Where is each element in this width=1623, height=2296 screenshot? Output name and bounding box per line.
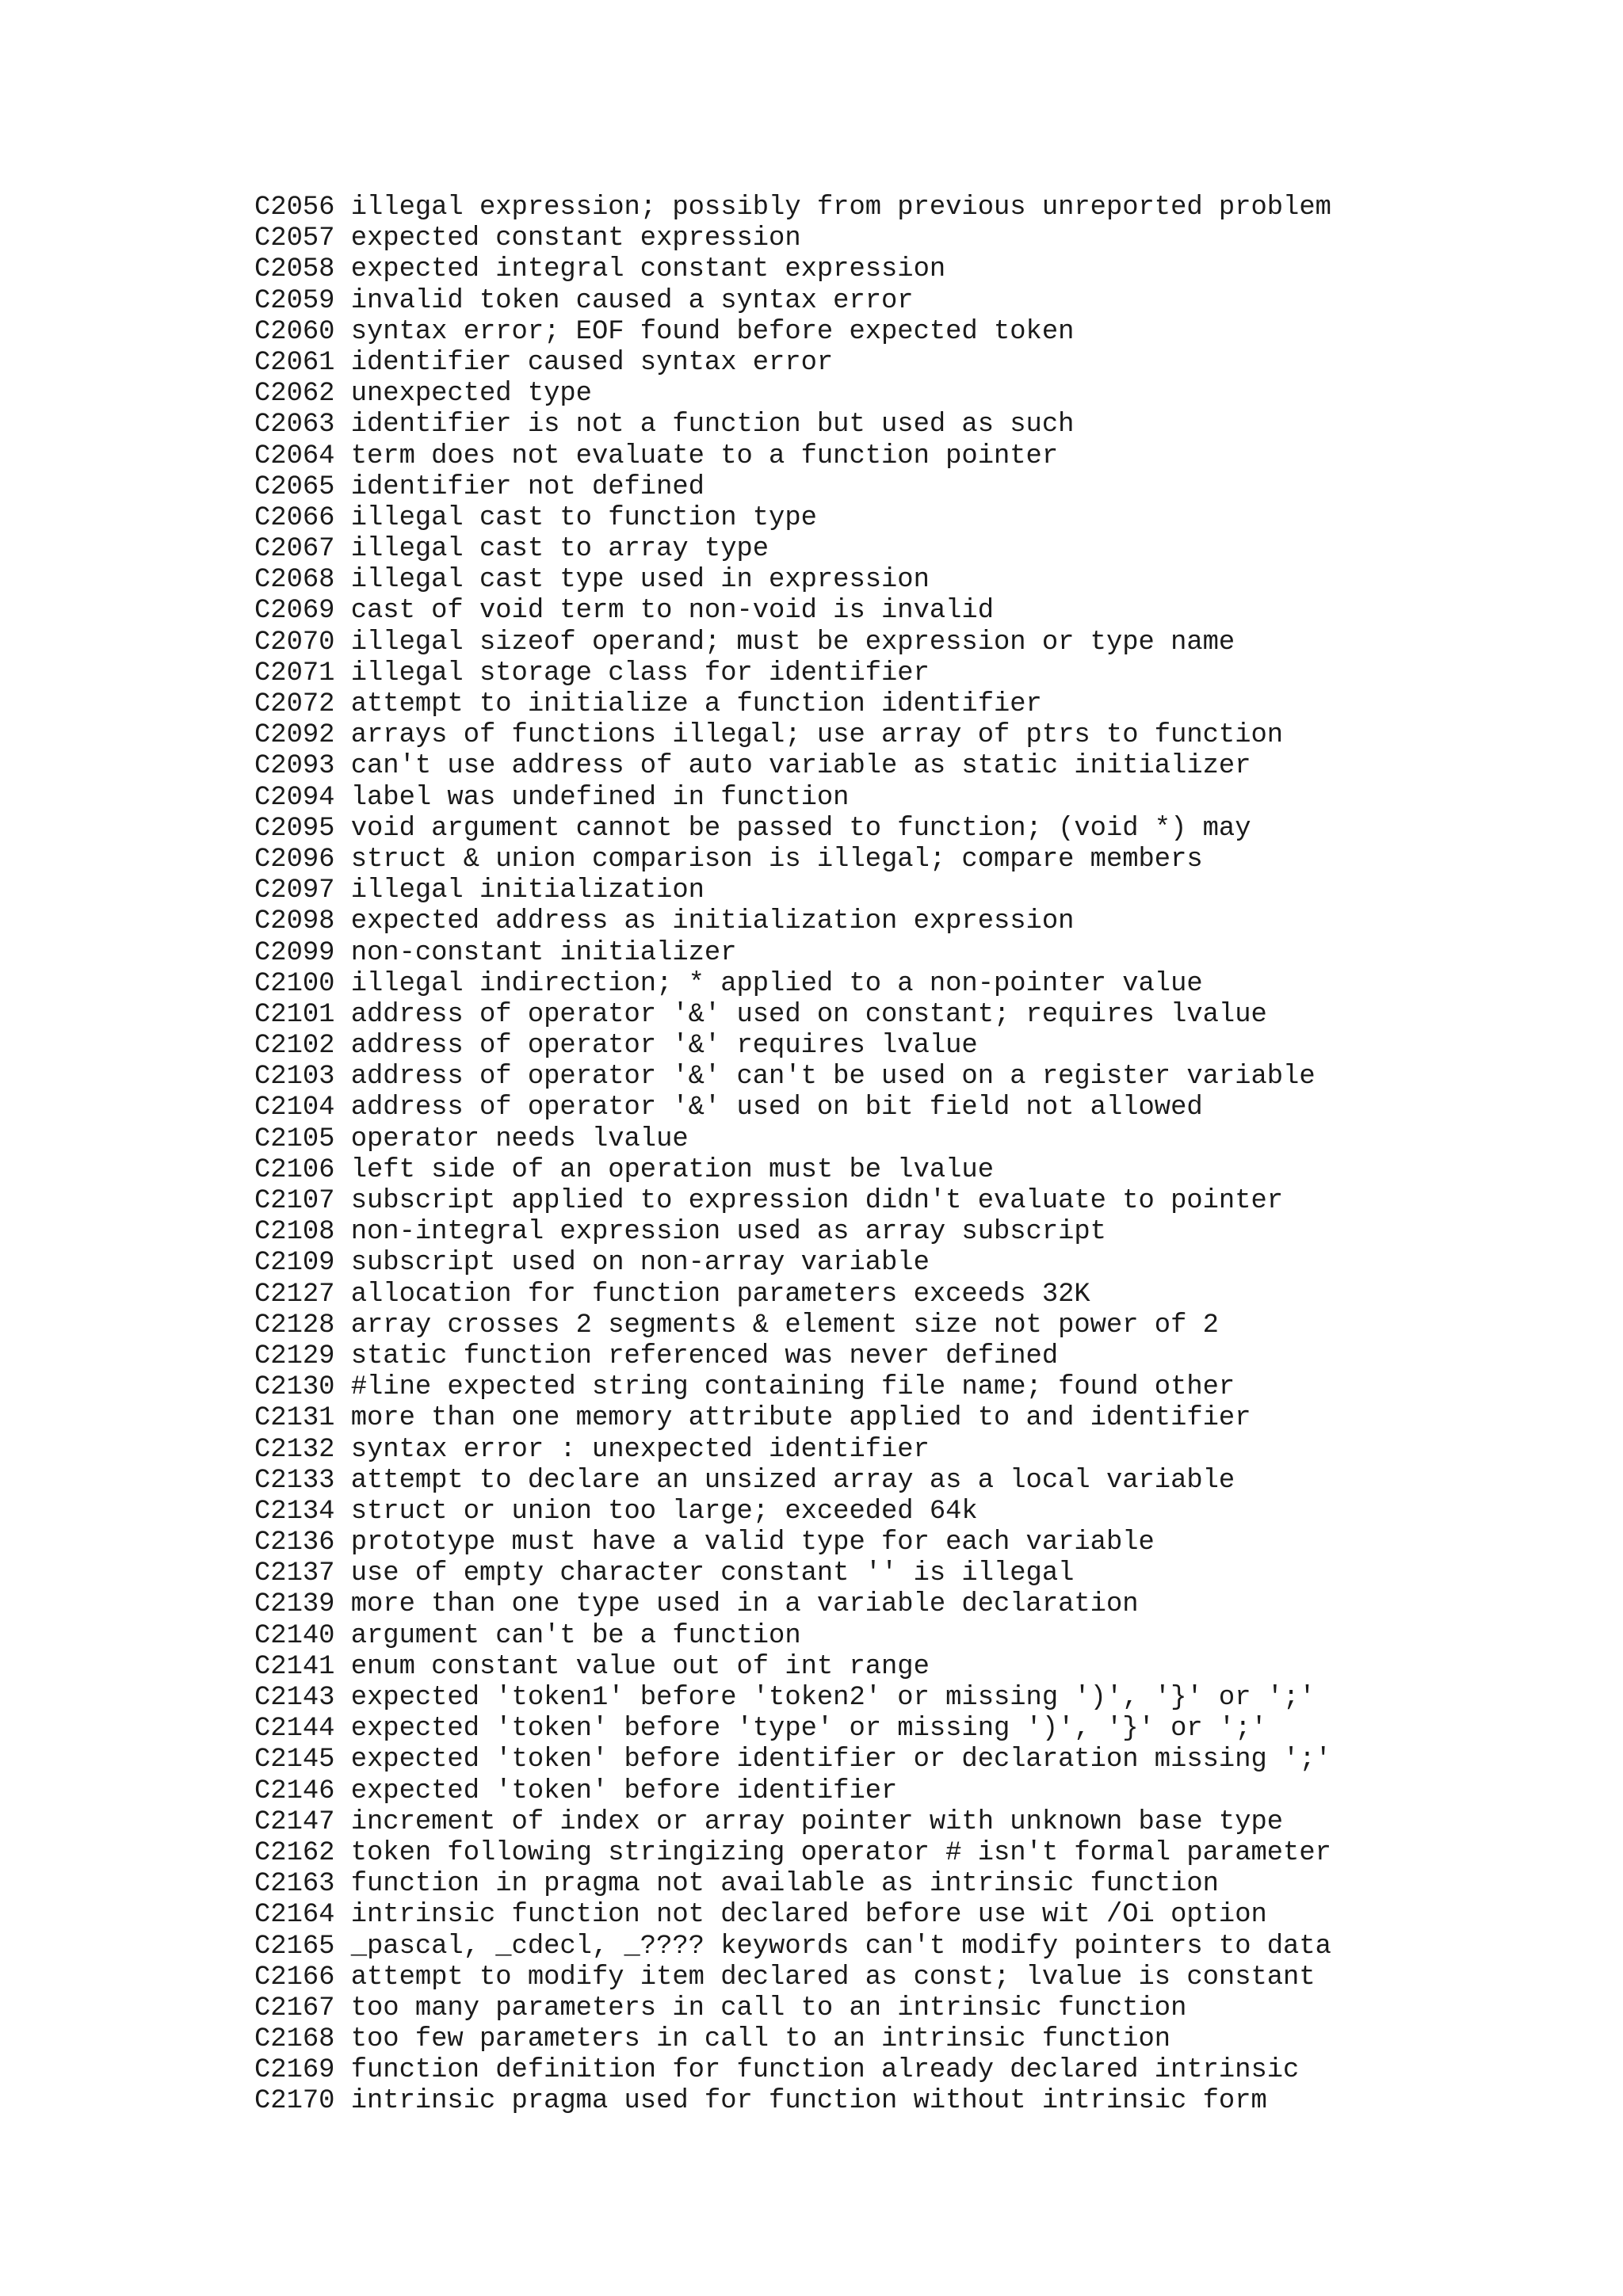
list-item <box>254 1993 1331 2024</box>
error-code: C2128 <box>254 1310 335 1341</box>
error-code-list <box>254 193 1331 2118</box>
list-item <box>254 720 1331 751</box>
list-item <box>254 193 1331 223</box>
error-code: C2143 <box>254 1683 335 1713</box>
error-code: C2163 <box>254 1869 335 1900</box>
error-description: enum constant value out of int range <box>350 1651 930 1682</box>
error-code: C2058 <box>254 254 335 285</box>
error-description: array crosses 2 segments & element size not power of 2 <box>350 1310 1219 1341</box>
error-description: identifier caused syntax error <box>350 347 834 378</box>
error-code: C2132 <box>254 1434 335 1465</box>
list-item <box>254 1838 1331 1869</box>
list-item <box>254 845 1331 875</box>
list-item <box>254 1683 1331 1714</box>
error-code: C2056 <box>254 193 335 223</box>
error-description: term does not evaluate to a function pointer <box>350 441 1059 471</box>
error-code: C2098 <box>254 906 335 937</box>
error-description: expected address as initialization expression <box>350 906 1075 937</box>
list-item <box>254 1714 1331 1745</box>
error-code: C2065 <box>254 471 335 502</box>
list-item <box>254 2024 1331 2055</box>
list-item <box>254 875 1331 906</box>
error-code: C2136 <box>254 1527 335 1558</box>
error-description: function in pragma not available as intrinsic function <box>350 1869 1219 1900</box>
error-description: illegal indirection; * applied to a non-pointer value <box>350 968 1203 999</box>
error-code: C2133 <box>254 1465 335 1496</box>
list-item <box>254 2055 1331 2086</box>
list-item <box>254 410 1331 441</box>
error-code: C2096 <box>254 844 335 875</box>
error-code: C2071 <box>254 658 335 688</box>
error-description: illegal sizeof operand; must be expression or type name <box>350 627 1235 658</box>
error-description: prototype must have a valid type for each variable <box>350 1527 1155 1558</box>
error-description: expected 'token' before identifier <box>350 1775 898 1806</box>
list-item <box>254 1403 1331 1434</box>
list-item <box>254 1435 1331 1466</box>
error-code: C2108 <box>254 1217 335 1248</box>
error-code: C2141 <box>254 1651 335 1682</box>
error-description: function definition for function already declared intrinsic <box>350 2055 1300 2086</box>
list-item <box>254 348 1331 379</box>
error-description: label was undefined in function <box>350 782 850 813</box>
list-item <box>254 1527 1331 1558</box>
error-description: expected 'token1' before 'token2' or missing ')', '}' or ';' <box>350 1683 1316 1713</box>
error-description: illegal storage class for identifier <box>350 658 930 688</box>
error-description: illegal cast type used in expression <box>350 565 930 596</box>
error-code: C2165 <box>254 1931 335 1962</box>
error-description: non-integral expression used as array subscript <box>350 1217 1106 1248</box>
error-description: unexpected type <box>350 379 592 410</box>
error-description: argument can't be a function <box>350 1620 801 1651</box>
error-description: too many parameters in call to an intrinsic function <box>350 1993 1187 2023</box>
error-description: illegal expression; possibly from previous unreported problem <box>350 193 1331 223</box>
list-item <box>254 1466 1331 1497</box>
error-code: C2072 <box>254 689 335 719</box>
error-code: C2139 <box>254 1589 335 1620</box>
error-code: C2166 <box>254 1962 335 1993</box>
error-description: more than one memory attribute applied to and identifier <box>350 1403 1251 1434</box>
list-item <box>254 379 1331 410</box>
error-description: increment of index or array pointer with unknown base type <box>350 1806 1284 1837</box>
error-description: left side of an operation must be lvalue <box>350 1154 994 1185</box>
list-item <box>254 254 1331 285</box>
list-item <box>254 441 1331 472</box>
list-item <box>254 814 1331 845</box>
list-item <box>254 1962 1331 1993</box>
error-code: C2059 <box>254 285 335 316</box>
error-description: syntax error : unexpected identifier <box>350 1434 930 1465</box>
error-code: C2095 <box>254 813 335 844</box>
error-description: address of operator '&' requires lvalue <box>350 1031 978 1062</box>
list-item <box>254 938 1331 969</box>
error-description: illegal cast to function type <box>350 502 817 533</box>
error-code: C2057 <box>254 223 335 254</box>
error-description: address of operator '&' can't be used on a register variable <box>350 1062 1316 1093</box>
error-code: C2134 <box>254 1496 335 1527</box>
list-item <box>254 1280 1331 1310</box>
error-description: cast of void term to non-void is invalid <box>350 596 994 627</box>
error-code: C2129 <box>254 1341 335 1371</box>
error-code: C2147 <box>254 1806 335 1837</box>
error-code: C2093 <box>254 751 335 782</box>
list-item <box>254 1000 1331 1031</box>
list-item <box>254 1776 1331 1807</box>
error-code: C2092 <box>254 720 335 751</box>
error-description: intrinsic pragma used for function without intrinsic form <box>350 2086 1267 2117</box>
error-description: _pascal, _cdecl, _???? keywords can't modify pointers to data <box>350 1931 1331 1962</box>
list-item <box>254 1093 1331 1123</box>
list-item <box>254 1900 1331 1931</box>
error-description: attempt to declare an unsized array as a local variable <box>350 1465 1235 1496</box>
list-item <box>254 1155 1331 1186</box>
list-item <box>254 906 1331 937</box>
error-code: C2069 <box>254 596 335 627</box>
error-code: C2104 <box>254 1093 335 1123</box>
list-item <box>254 658 1331 689</box>
error-code: C2145 <box>254 1745 335 1775</box>
error-code: C2094 <box>254 782 335 813</box>
list-item <box>254 627 1331 658</box>
error-description: illegal cast to array type <box>350 534 769 565</box>
error-description: use of empty character constant '' is illegal <box>350 1558 1075 1589</box>
error-description: attempt to initialize a function identifier <box>350 689 1042 719</box>
error-code: C2062 <box>254 379 335 410</box>
error-code: C2067 <box>254 534 335 565</box>
error-code: C2070 <box>254 627 335 658</box>
list-item <box>254 1932 1331 1962</box>
error-code: C2064 <box>254 441 335 471</box>
error-description: expected integral constant expression <box>350 254 946 285</box>
list-item <box>254 1062 1331 1093</box>
error-code: C2097 <box>254 875 335 906</box>
error-code: C2101 <box>254 999 335 1030</box>
error-description: struct & union comparison is illegal; compare members <box>350 844 1203 875</box>
list-item <box>254 1341 1331 1372</box>
error-code: C2109 <box>254 1248 335 1279</box>
list-item <box>254 503 1331 534</box>
error-code: C2167 <box>254 1993 335 2023</box>
list-item <box>254 1807 1331 1838</box>
error-description: operator needs lvalue <box>350 1123 689 1154</box>
error-code: C2130 <box>254 1372 335 1403</box>
error-description: illegal initialization <box>350 875 705 906</box>
list-item <box>254 1589 1331 1620</box>
error-code: C2068 <box>254 565 335 596</box>
error-code: C2170 <box>254 2086 335 2117</box>
error-code: C2137 <box>254 1558 335 1589</box>
error-code: C2169 <box>254 2055 335 2086</box>
list-item <box>254 223 1331 254</box>
list-item <box>254 1869 1331 1900</box>
error-description: expected constant expression <box>350 223 801 254</box>
error-description: allocation for function parameters exceeds 32K <box>350 1279 1090 1310</box>
list-item <box>254 1310 1331 1341</box>
list-item <box>254 1217 1331 1248</box>
list-item <box>254 565 1331 596</box>
list-item <box>254 2086 1331 2117</box>
error-description: expected 'token' before identifier or declaration missing ';' <box>350 1745 1331 1775</box>
error-code: C2131 <box>254 1403 335 1434</box>
list-item <box>254 317 1331 348</box>
list-item <box>254 1621 1331 1652</box>
error-code: C2168 <box>254 2024 335 2055</box>
list-item <box>254 1558 1331 1589</box>
error-description: non-constant initializer <box>350 937 737 968</box>
error-code: C2102 <box>254 1031 335 1062</box>
error-code: C2140 <box>254 1620 335 1651</box>
error-code: C2099 <box>254 937 335 968</box>
error-description: too few parameters in call to an intrinsic function <box>350 2024 1171 2055</box>
error-code: C2063 <box>254 410 335 441</box>
error-code: C2107 <box>254 1186 335 1216</box>
error-description: address of operator '&' used on constant; requires lvalue <box>350 999 1267 1030</box>
error-description: identifier not defined <box>350 471 705 502</box>
list-item <box>254 1124 1331 1155</box>
error-code: C2144 <box>254 1714 335 1745</box>
error-description: invalid token caused a syntax error <box>350 285 914 316</box>
error-description: void argument cannot be passed to function; (void *) may <box>350 813 1251 844</box>
error-description: syntax error; EOF found before expected token <box>350 316 1075 347</box>
error-description: #line expected string containing file name; found other <box>350 1372 1235 1403</box>
error-code: C2127 <box>254 1279 335 1310</box>
error-description: can't use address of auto variable as static initializer <box>350 751 1251 782</box>
list-item <box>254 1248 1331 1279</box>
error-code: C2164 <box>254 1900 335 1931</box>
error-description: token following stringizing operator # isn't formal parameter <box>350 1837 1331 1868</box>
error-description: attempt to modify item declared as const; lvalue is constant <box>350 1962 1316 1993</box>
error-description: intrinsic function not declared before use wit /Oi option <box>350 1900 1267 1931</box>
error-description: expected 'token' before 'type' or missing ')', '}' or ';' <box>350 1714 1267 1745</box>
error-code: C2066 <box>254 502 335 533</box>
list-item <box>254 969 1331 1000</box>
error-code: C2100 <box>254 968 335 999</box>
list-item <box>254 1745 1331 1775</box>
list-item <box>254 534 1331 565</box>
error-description: identifier is not a function but used as such <box>350 410 1075 441</box>
error-description: struct or union too large; exceeded 64k <box>350 1496 978 1527</box>
list-item <box>254 1497 1331 1527</box>
list-item <box>254 286 1331 317</box>
error-description: subscript used on non-array variable <box>350 1248 930 1279</box>
error-description: subscript applied to expression didn't evaluate to pointer <box>350 1186 1284 1216</box>
error-description: more than one type used in a variable declaration <box>350 1589 1139 1620</box>
list-item <box>254 1652 1331 1683</box>
list-item <box>254 472 1331 503</box>
list-item <box>254 689 1331 720</box>
error-code: C2060 <box>254 316 335 347</box>
error-description: address of operator '&' used on bit field not allowed <box>350 1093 1203 1123</box>
error-code: C2103 <box>254 1062 335 1093</box>
error-code: C2061 <box>254 347 335 378</box>
error-code: C2162 <box>254 1837 335 1868</box>
error-code: C2146 <box>254 1775 335 1806</box>
list-item <box>254 1031 1331 1062</box>
list-item <box>254 1372 1331 1403</box>
list-item <box>254 783 1331 814</box>
list-item <box>254 596 1331 627</box>
error-code: C2105 <box>254 1123 335 1154</box>
list-item <box>254 751 1331 782</box>
list-item <box>254 1186 1331 1217</box>
error-code: C2106 <box>254 1154 335 1185</box>
error-description: static function referenced was never defined <box>350 1341 1059 1371</box>
error-description: arrays of functions illegal; use array of ptrs to function <box>350 720 1284 751</box>
